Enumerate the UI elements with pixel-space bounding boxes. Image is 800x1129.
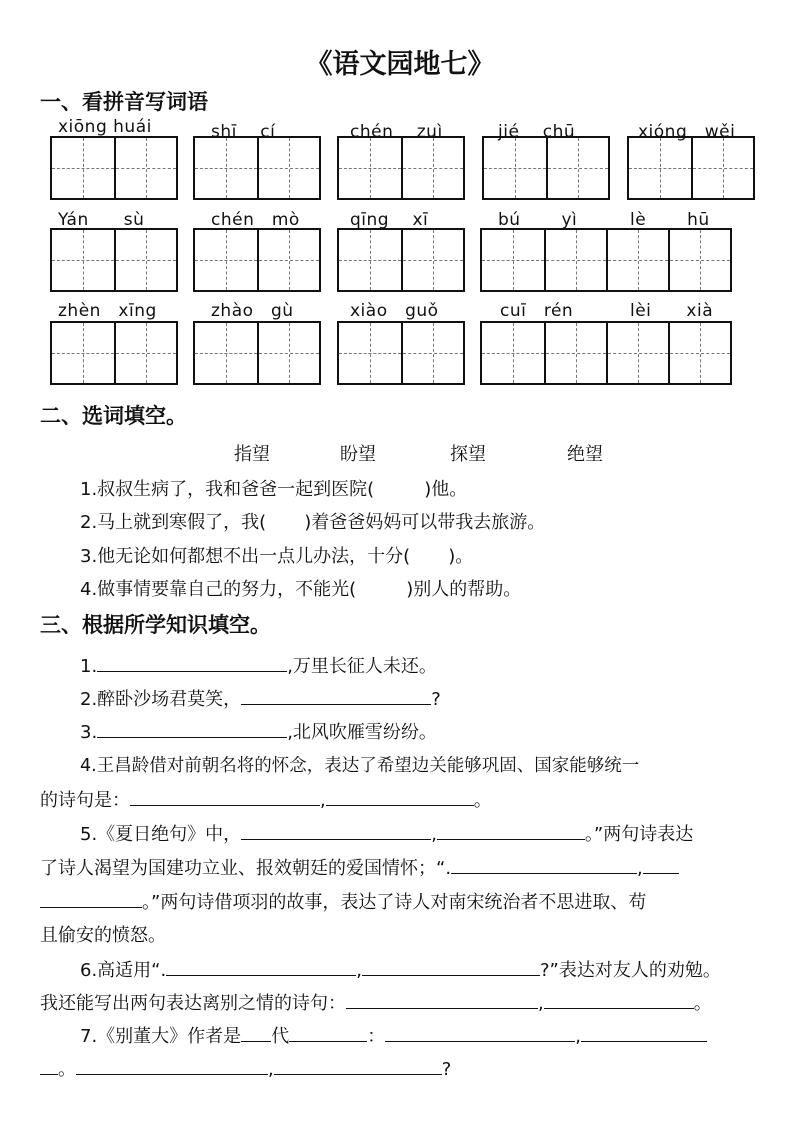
word-option: 指望 <box>234 444 270 465</box>
pinyin-label: xióng wěi <box>638 122 736 142</box>
answer-line[interactable] <box>326 787 474 806</box>
pinyin-label: lèi xià <box>630 301 714 321</box>
poem-question-5-line2: 了诗人渴望为国建功立业、报效朝廷的爱国情怀；“. , <box>40 854 679 880</box>
character-writing-grid[interactable] <box>337 321 465 385</box>
pinyin-label: Yán sù <box>58 210 145 230</box>
word-option: 绝望 <box>567 444 603 465</box>
fill-question-4: 4.做事情要靠自己的努力，不能光( )别人的帮助。 <box>80 579 522 600</box>
pinyin-label: zhèn xīng <box>58 301 157 321</box>
answer-line[interactable] <box>97 719 287 738</box>
character-writing-grid[interactable] <box>337 228 465 292</box>
character-writing-grid[interactable] <box>482 136 610 200</box>
character-writing-grid[interactable] <box>480 228 732 292</box>
poem-question-1: 1. ,万里长征人未还。 <box>80 652 437 678</box>
poem-question-6-line2: 我还能写出两句表达离别之情的诗句： , 。 <box>40 989 712 1015</box>
character-writing-grid[interactable] <box>337 136 465 200</box>
character-writing-grid[interactable] <box>50 321 178 385</box>
character-writing-grid[interactable] <box>193 321 321 385</box>
pinyin-label: xiào guǒ <box>350 301 439 321</box>
pinyin-label: shī cí <box>211 122 276 142</box>
answer-line[interactable] <box>76 1056 268 1075</box>
answer-line[interactable] <box>451 855 637 874</box>
answer-line[interactable] <box>274 1056 442 1075</box>
character-writing-grid[interactable] <box>50 136 178 200</box>
answer-line[interactable] <box>289 1023 367 1042</box>
poem-question-7: 7.《别董大》作者是 代 ： , <box>80 1022 707 1048</box>
word-option: 探望 <box>450 444 486 465</box>
poem-question-4-answer: 的诗句是： , 。 <box>40 786 492 812</box>
poem-question-6: 6.高适用“. , ?”表达对友人的劝勉。 <box>80 956 721 982</box>
fill-question-1: 1.叔叔生病了，我和爸爸一起到医院( )他。 <box>80 479 468 500</box>
answer-line[interactable] <box>643 855 679 874</box>
pinyin-label: lè hū <box>630 210 710 230</box>
pinyin-label: chén mò <box>211 210 300 230</box>
poem-question-4-text: 4.王昌龄借对前朝名将的怀念，表达了希望边关能够巩固、国家能够统一 <box>80 756 640 776</box>
pinyin-label: chén zuì <box>350 122 443 142</box>
pinyin-label: jié chū <box>498 122 576 142</box>
fill-question-2: 2.马上就到寒假了，我( )着爸爸妈妈可以带我去旅游。 <box>80 512 546 533</box>
answer-line[interactable] <box>241 686 431 705</box>
poem-question-5-line3: 。”两句诗借项羽的故事，表达了诗人对南宋统治者不思进取、苟 <box>40 888 646 914</box>
poem-question-5: 5.《夏日绝句》中， , 。”两句诗表达 <box>80 820 693 846</box>
answer-line[interactable] <box>385 1023 575 1042</box>
word-option: 盼望 <box>340 444 376 465</box>
answer-line[interactable] <box>130 787 320 806</box>
poem-question-5-line4: 且偷安的愤怒。 <box>40 925 166 946</box>
pinyin-label: zhào gù <box>211 301 294 321</box>
answer-line[interactable] <box>437 821 585 840</box>
section-3-heading: 三、根据所学知识填空。 <box>40 613 271 637</box>
answer-line[interactable] <box>241 1023 271 1042</box>
character-writing-grid[interactable] <box>193 136 321 200</box>
pinyin-label: qīng xī <box>350 210 429 230</box>
answer-line[interactable] <box>362 957 540 976</box>
section-2-heading: 二、选词填空。 <box>40 404 187 428</box>
fill-question-3: 3.他无论如何都想不出一点儿办法，十分( )。 <box>80 546 474 567</box>
poem-question-7-line2: 。 , ? <box>40 1055 451 1081</box>
poem-question-2: 2.醉卧沙场君莫笑， ? <box>80 685 441 711</box>
answer-line[interactable] <box>544 990 694 1009</box>
pinyin-label: bú yì <box>498 210 578 230</box>
answer-line[interactable] <box>40 1056 58 1075</box>
section-1-heading: 一、看拼音写词语 <box>40 90 208 114</box>
answer-line[interactable] <box>40 889 142 908</box>
page-title: 《语文园地七》 <box>305 49 495 80</box>
pinyin-label: xiōng huái <box>58 117 152 137</box>
answer-line[interactable] <box>346 990 538 1009</box>
answer-line[interactable] <box>241 821 431 840</box>
poem-question-3: 3. ,北风吹雁雪纷纷。 <box>80 718 437 744</box>
answer-line[interactable] <box>166 957 356 976</box>
character-writing-grid[interactable] <box>50 228 178 292</box>
answer-line[interactable] <box>581 1023 707 1042</box>
character-writing-grid[interactable] <box>193 228 321 292</box>
answer-line[interactable] <box>97 653 287 672</box>
character-writing-grid[interactable] <box>627 136 755 200</box>
pinyin-label: cuī rén <box>500 301 574 321</box>
character-writing-grid[interactable] <box>480 321 732 385</box>
